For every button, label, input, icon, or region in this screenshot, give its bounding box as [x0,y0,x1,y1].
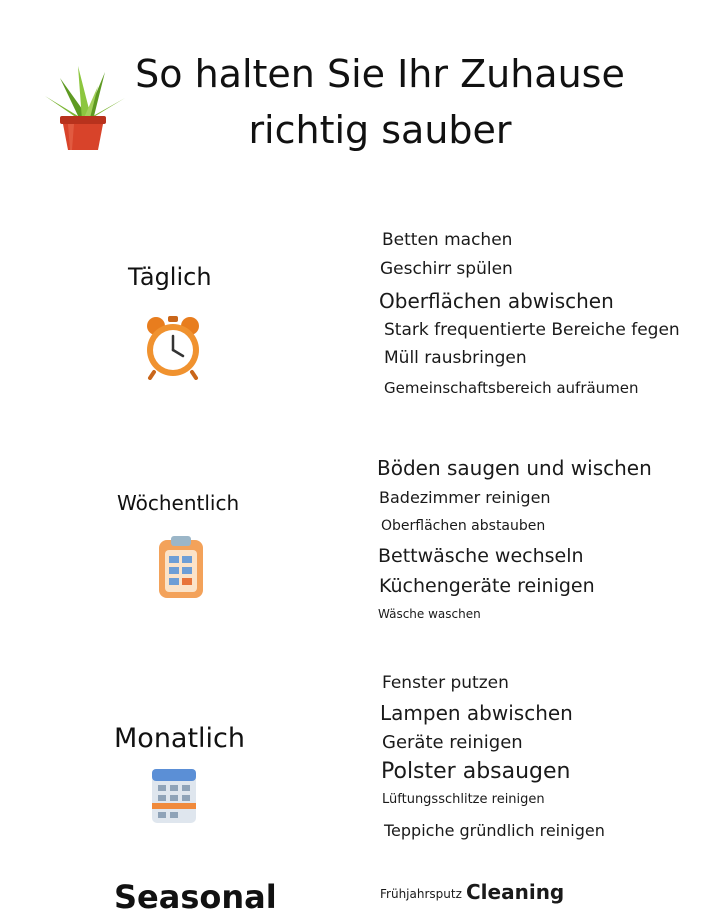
title-line-2: richtig sauber [248,108,512,152]
task-item: Lampen abwischen [380,701,573,725]
task-item: Geräte reinigen [382,732,523,753]
task-item: Böden saugen und wischen [377,456,652,480]
alarm-clock-icon [140,312,206,380]
task-item: Betten machen [382,230,513,250]
task-item: Frühjahrsputz [380,887,462,901]
task-item: Bettwäsche wechseln [378,545,584,567]
task-item: Cleaning [466,880,565,904]
title-line-1: So halten Sie Ihr Zuhause [135,52,625,96]
task-item: Oberflächen abwischen [379,289,614,313]
task-item: Gemeinschaftsbereich aufräumen [384,379,639,397]
section-label-daily: Täglich [128,263,212,291]
calendar-icon [150,765,198,825]
task-item: Müll rausbringen [384,348,527,368]
task-item: Geschirr spülen [380,259,513,279]
task-item: Oberflächen abstauben [381,518,546,534]
page-title [120,46,640,158]
task-item: Lüftungsschlitze reinigen [382,792,545,807]
task-item: Teppiche gründlich reinigen [384,821,605,840]
section-label-monthly: Monatlich [114,723,246,754]
task-item: Fenster putzen [382,673,509,693]
task-item: Stark frequentierte Bereiche fegen [384,320,680,340]
section-label-weekly: Wöchentlich [117,491,240,515]
task-item: Polster absaugen [381,759,571,784]
task-item: Küchengeräte reinigen [379,575,595,597]
clipboard-calendar-icon [156,534,206,600]
section-label-seasonal: Seasonal [114,878,277,916]
task-item: Wäsche waschen [378,607,481,621]
task-item: Badezimmer reinigen [379,488,551,507]
